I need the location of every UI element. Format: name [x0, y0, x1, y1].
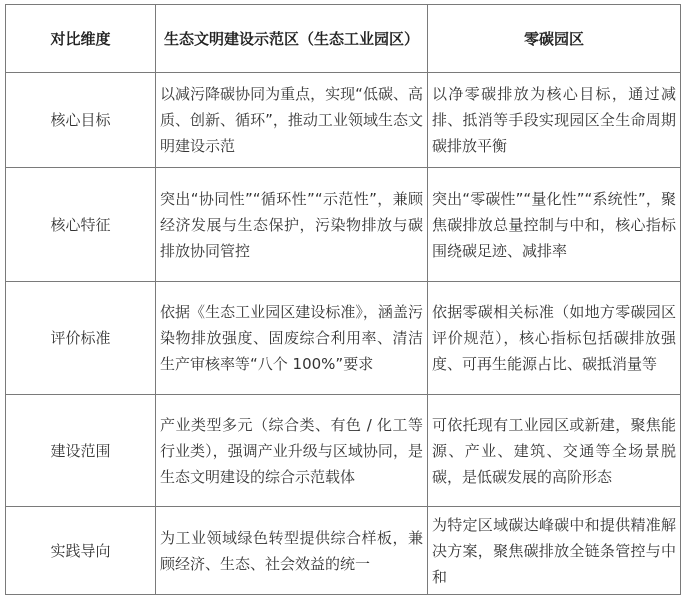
- eco-park-cell: 突出“协同性”“循环性”“示范性”，兼顾经济发展与生态保护，污染物排放与碳排放协同管控: [156, 168, 428, 282]
- table-row: [6, 168, 681, 282]
- row-dimension: 建设范围: [6, 395, 156, 507]
- table-header-row: [6, 5, 681, 73]
- header-dimension: 对比维度: [6, 5, 156, 73]
- eco-park-cell: 以减污降碳协同为重点，实现“低碳、高质、创新、循环”，推动工业领域生态文明建设示范: [156, 73, 428, 168]
- zero-carbon-cell: 依据零碳相关标准（如地方零碳园区评价规范），核心指标包括碳排放强度、可再生能源占比、碳抵消量等: [428, 282, 681, 395]
- zero-carbon-cell: 可依托现有工业园区或新建，聚焦能源、产业、建筑、交通等全场景脱碳，是低碳发展的高阶形态: [428, 395, 681, 507]
- eco-park-cell: 产业类型多元（综合类、有色 / 化工等行业类），强调产业升级与区域协同，是生态文明建设的综合示范载体: [156, 395, 428, 507]
- zero-carbon-cell: 为特定区域碳达峰碳中和提供精准解决方案，聚焦碳排放全链条管控与中和: [428, 507, 681, 595]
- row-dimension: 评价标准: [6, 282, 156, 395]
- table-row: [6, 73, 681, 168]
- row-dimension: 核心目标: [6, 73, 156, 168]
- eco-park-cell: 为工业领域绿色转型提供综合样板，兼顾经济、生态、社会效益的统一: [156, 507, 428, 595]
- row-dimension: 实践导向: [6, 507, 156, 595]
- comparison-table: [5, 4, 681, 595]
- eco-park-cell: 依据《生态工业园区建设标准》，涵盖污染物排放强度、固废综合利用率、清洁生产审核率等“八个 100%”要求: [156, 282, 428, 395]
- table-row: [6, 282, 681, 395]
- header-zero-carbon-park: 零碳园区: [428, 5, 681, 73]
- table-row: [6, 507, 681, 595]
- row-dimension: 核心特征: [6, 168, 156, 282]
- zero-carbon-cell: 以净零碳排放为核心目标，通过减排、抵消等手段实现园区全生命周期碳排放平衡: [428, 73, 681, 168]
- header-eco-park: 生态文明建设示范区（生态工业园区）: [156, 5, 428, 73]
- table-row: [6, 395, 681, 507]
- zero-carbon-cell: 突出“零碳性”“量化性”“系统性”，聚焦碳排放总量控制与中和，核心指标围绕碳足迹、减排率: [428, 168, 681, 282]
